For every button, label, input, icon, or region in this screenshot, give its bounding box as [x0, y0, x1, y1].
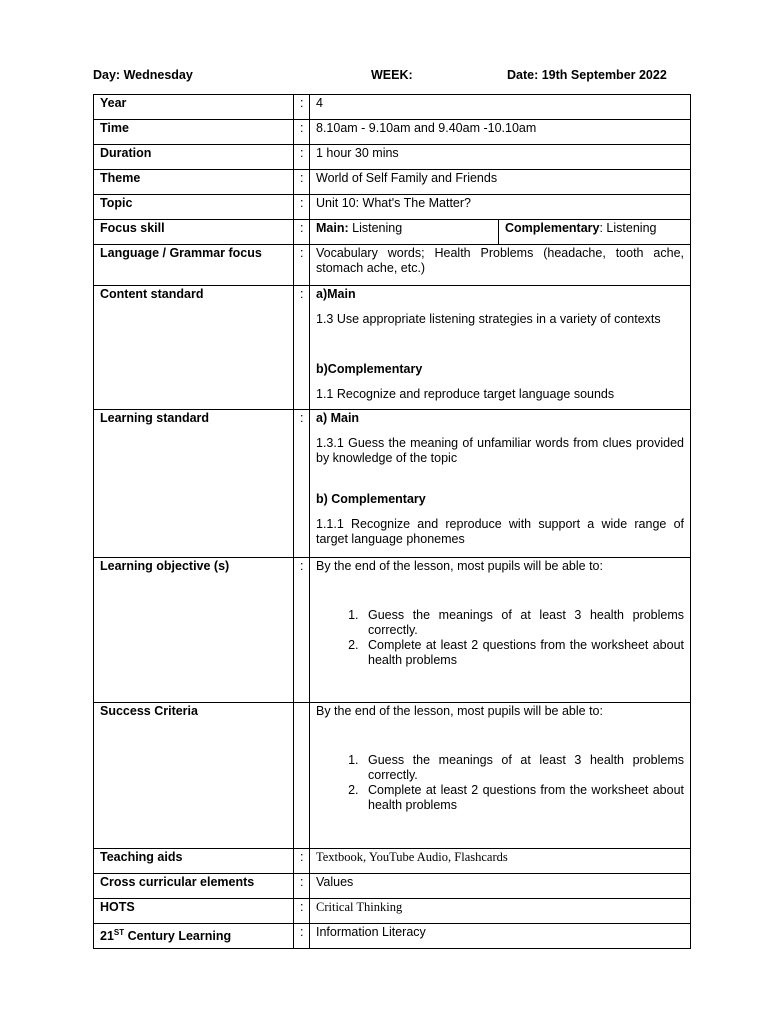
row-value: Vocabulary words; Health Problems (headache, tooth ache, stomach ache, etc.) — [316, 246, 684, 275]
content-main-heading: a)Main — [316, 287, 356, 301]
colon: : — [294, 145, 310, 170]
success-intro: By the end of the lesson, most pupils will be able to: — [316, 704, 603, 718]
focus-comp-label: Complementary — [505, 221, 600, 235]
focus-main-label: Main: — [316, 221, 349, 235]
colon: : — [294, 899, 310, 924]
colon: : — [294, 849, 310, 874]
row-language-focus — [94, 245, 691, 286]
colon: : — [294, 874, 310, 899]
row-topic — [94, 195, 691, 220]
century-rest: Century Learning — [124, 929, 232, 944]
ls-comp-heading: b) Complementary — [316, 492, 426, 506]
row-success-criteria — [94, 703, 691, 849]
focus-main-value: Listening — [348, 221, 403, 235]
row-content-standard — [94, 286, 691, 410]
row-label: Focus skill — [94, 220, 294, 245]
colon: : — [294, 410, 310, 558]
row-label: Time — [94, 120, 294, 145]
row-value: 1 hour 30 mins — [310, 145, 691, 170]
ls-comp-text: 1.1.1 Recognize and reproduce with support a wide range of target language phonemes — [316, 517, 684, 546]
century-num: 21 — [100, 929, 114, 944]
colon: : — [294, 95, 310, 120]
focus-complementary — [499, 220, 690, 244]
row-label: Topic — [94, 195, 294, 220]
row-hots — [94, 899, 691, 924]
colon: : — [294, 120, 310, 145]
row-label: Cross curricular elements — [94, 874, 294, 899]
colon: : — [294, 924, 310, 949]
row-learning-standard — [94, 410, 691, 558]
row-label: Teaching aids — [94, 849, 294, 874]
objective-item: 2. Complete at least 2 questions from the worksheet about health problems — [362, 638, 684, 668]
row-label: Year — [94, 95, 294, 120]
row-value: Values — [310, 874, 691, 899]
week-label: WEEK: — [371, 68, 413, 82]
objective-item: 1. Guess the meanings of at least 3 health problems correctly. — [362, 608, 684, 638]
row-cross-curricular — [94, 874, 691, 899]
row-value: Information Literacy — [310, 924, 691, 949]
colon: : — [294, 220, 310, 245]
row-learning-objective — [94, 558, 691, 703]
colon: : — [294, 245, 310, 286]
row-value: Unit 10: What's The Matter? — [310, 195, 691, 220]
row-label: HOTS — [94, 899, 294, 924]
colon — [294, 703, 310, 849]
row-year — [94, 95, 691, 120]
row-teaching-aids — [94, 849, 691, 874]
objective-list — [316, 608, 684, 668]
objective-intro: By the end of the lesson, most pupils will be able to: — [316, 559, 603, 573]
century-sup: ST — [113, 928, 125, 937]
focus-main — [310, 220, 499, 244]
row-value: 8.10am - 9.10am and 9.40am -10.10am — [310, 120, 691, 145]
row-value: Textbook, YouTube Audio, Flashcards — [310, 849, 691, 874]
date-label: Date: 19th September 2022 — [507, 68, 667, 82]
success-item: 1. Guess the meanings of at least 3 health problems correctly. — [362, 753, 684, 783]
row-theme — [94, 170, 691, 195]
colon: : — [294, 558, 310, 703]
row-duration — [94, 145, 691, 170]
focus-comp-value: : Listening — [599, 221, 657, 235]
row-label: Success Criteria — [94, 703, 294, 849]
row-21st-century — [94, 924, 691, 949]
row-label: Content standard — [94, 286, 294, 410]
row-label: Theme — [94, 170, 294, 195]
row-label: Learning standard — [94, 410, 294, 558]
row-label: Language / Grammar focus — [94, 245, 294, 286]
row-value: Critical Thinking — [310, 899, 691, 924]
success-list — [316, 753, 684, 813]
focus-skill-cell — [310, 220, 691, 245]
ls-main-text: 1.3.1 Guess the meaning of unfamiliar words from clues provided by knowledge of the topic — [316, 436, 684, 465]
content-main-text: 1.3 Use appropriate listening strategies in a variety of contexts — [316, 312, 661, 326]
lesson-plan-table — [93, 94, 691, 949]
row-time — [94, 120, 691, 145]
row-value: 4 — [310, 95, 691, 120]
row-label — [94, 924, 294, 949]
colon: : — [294, 195, 310, 220]
day-label: Day: Wednesday — [93, 68, 193, 82]
ls-main-heading: a) Main — [316, 411, 360, 425]
row-label: Learning objective (s) — [94, 558, 294, 703]
row-value: World of Self Family and Friends — [310, 170, 691, 195]
colon: : — [294, 170, 310, 195]
colon: : — [294, 286, 310, 410]
content-comp-heading: b)Complementary — [316, 362, 423, 376]
success-item: 2. Complete at least 2 questions from the worksheet about health problems — [362, 783, 684, 813]
content-comp-text: 1.1 Recognize and reproduce target language sounds — [316, 387, 615, 401]
row-focus-skill — [94, 220, 691, 245]
row-label: Duration — [94, 145, 294, 170]
